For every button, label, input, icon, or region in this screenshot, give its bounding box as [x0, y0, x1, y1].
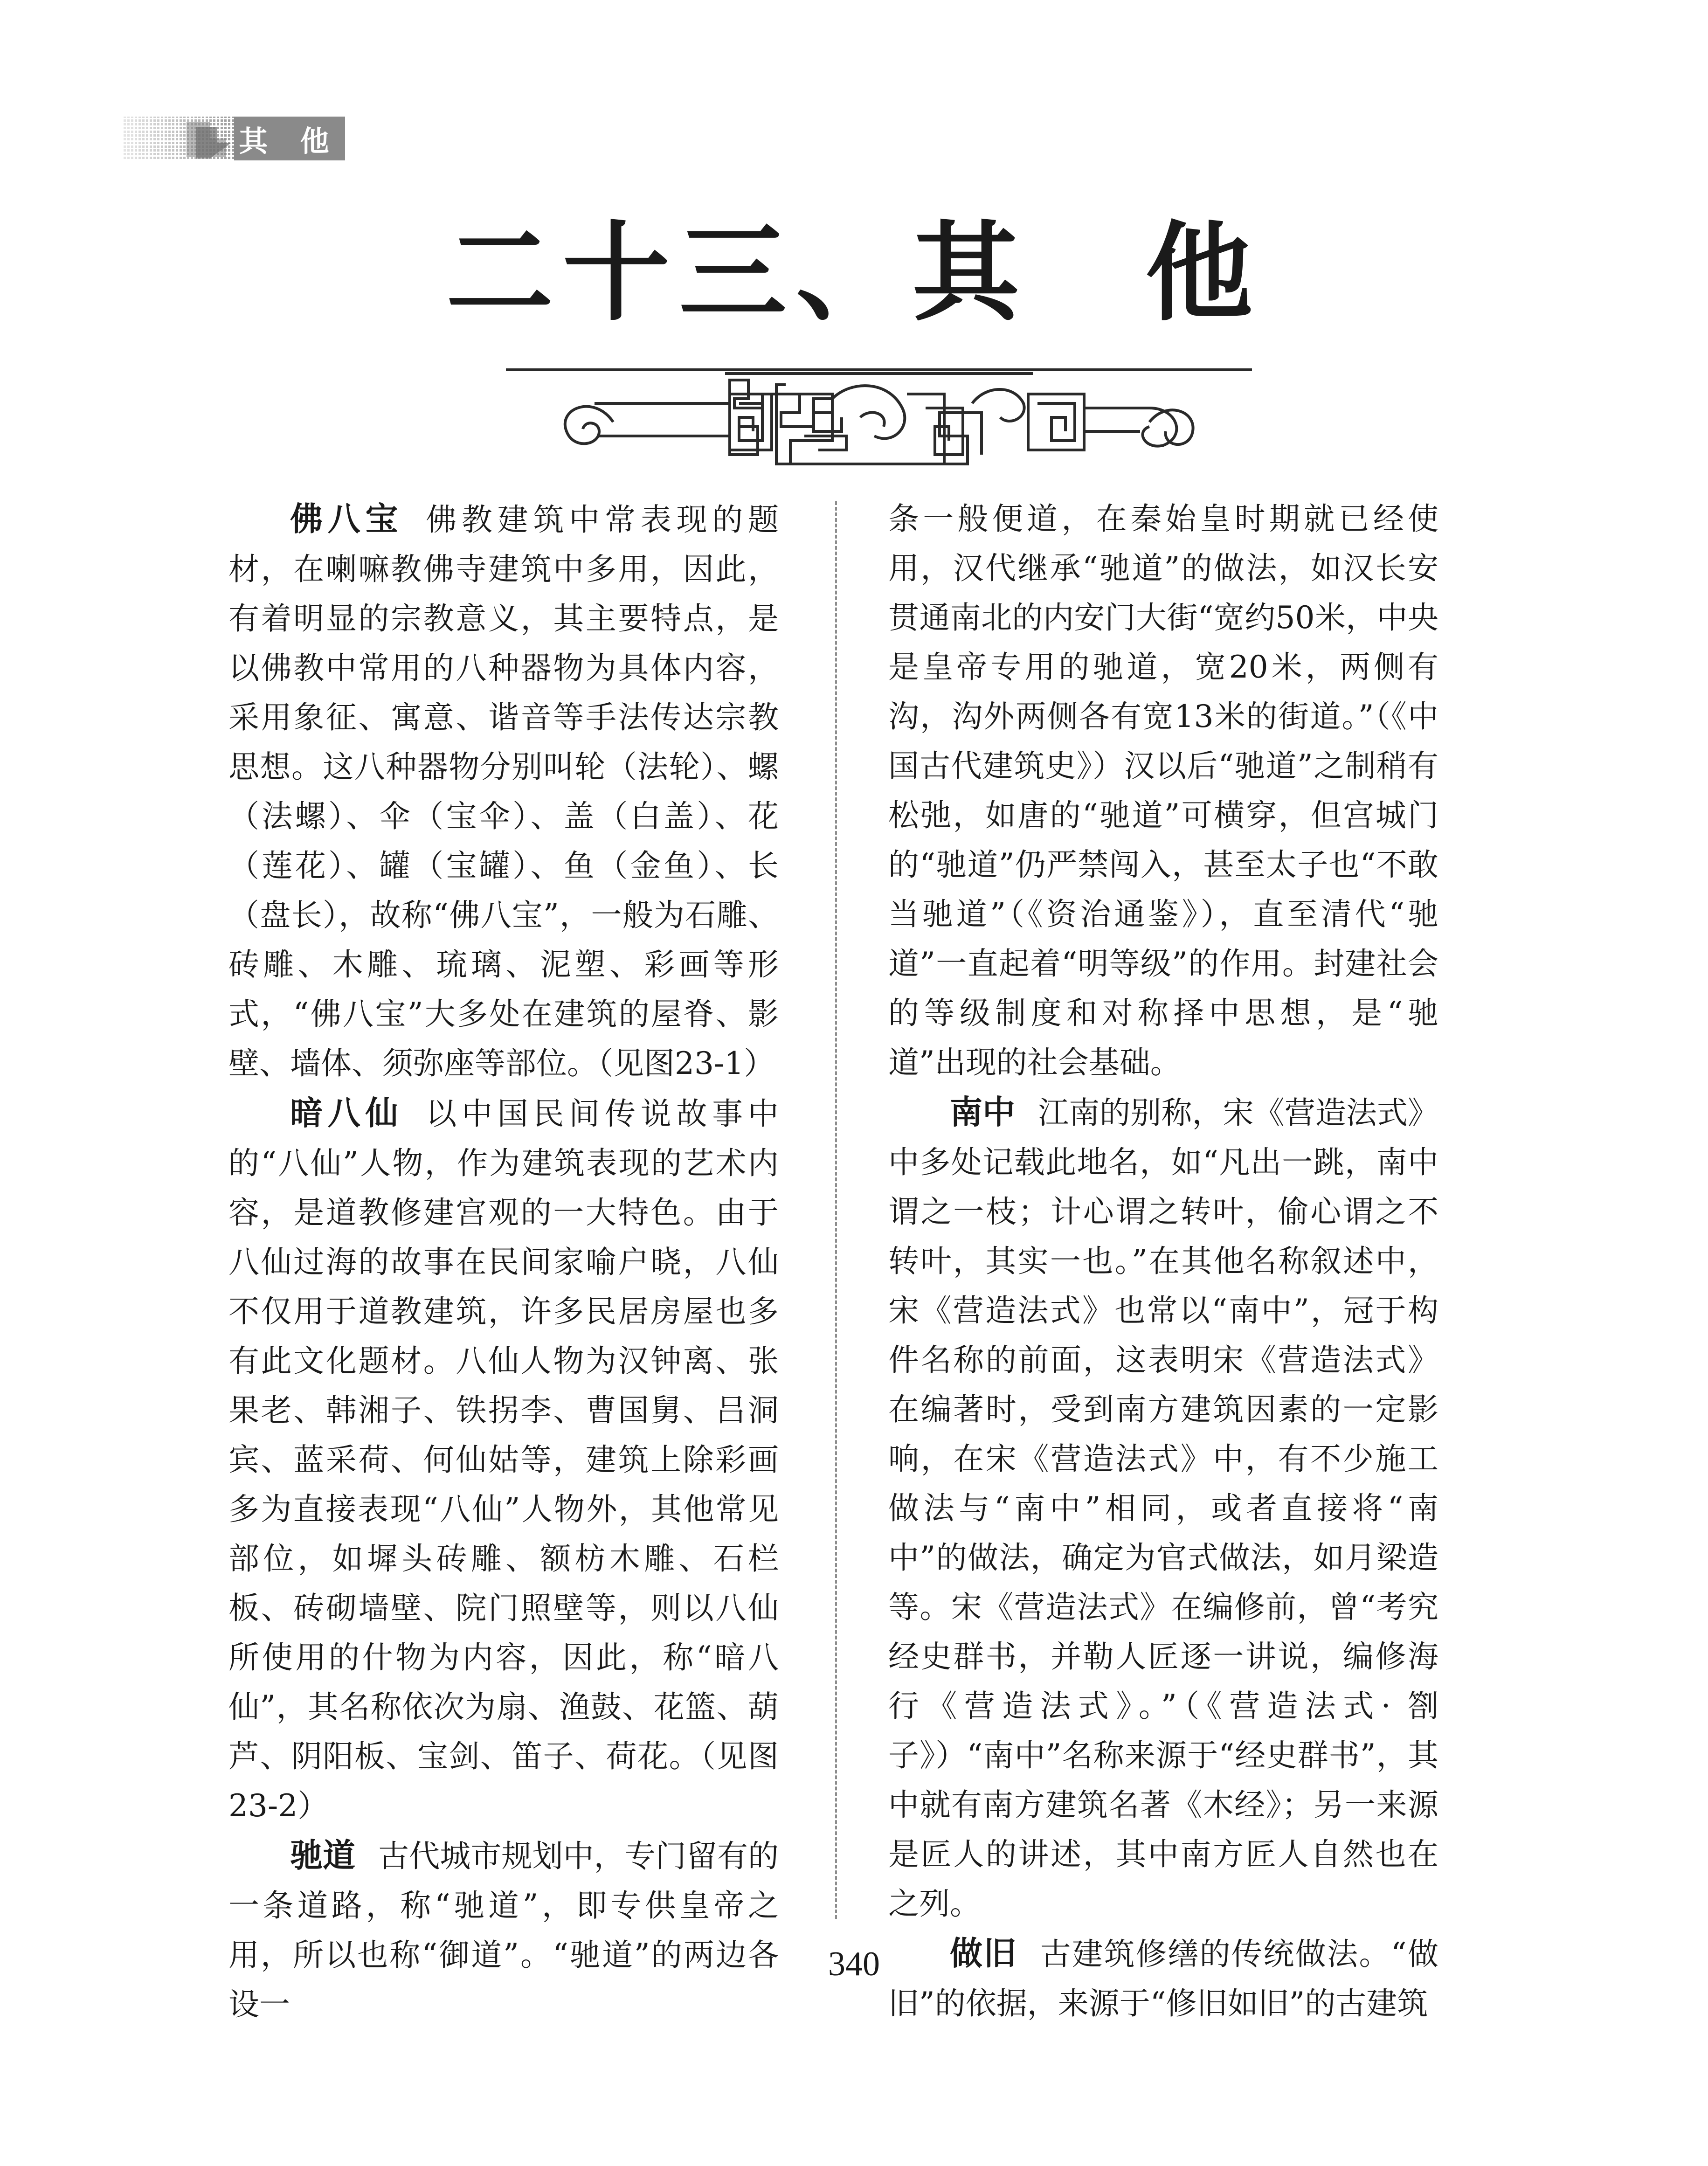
entry-term: 佛八宝: [290, 500, 403, 538]
entry-text: 古建筑修缮的传统做法。“做旧”的依据，来源于“修旧如旧”的古建筑: [888, 1936, 1438, 2021]
entry-text: 以中国民间传说故事中的“八仙”人物，作为建筑表现的艺术内容，是道教修建宫观的一大特色。由于八仙过海的故事在民间家喻户晓，八仙不仅用于道教建筑，许多民居房屋也多有此文化题材。八仙人物为汉钟离、张果老、韩湘子、铁拐李、曹国舅、吕洞宾、蓝采荷、何仙姑等，建筑上除彩画多为直接表现“八仙”人物外，其他常见部位，如墀头砖雕、额枋木雕、石栏板、砖砌墙壁、院门照壁等，则以八仙所使用的什物为内容，因此，称“暗八仙”，其名称依次为扇、渔鼓、花篮、葫芦、阴阳板、宝剑、笛子、荷花。（见图23-2）: [228, 1096, 779, 1824]
header-pixel-pattern: [122, 117, 234, 160]
entry-term: 暗八仙: [290, 1094, 403, 1132]
entry-term: 驰道: [290, 1836, 356, 1875]
chapter-title: 二十三、其 他: [446, 210, 1262, 336]
entry-text: 古代城市规划中，专门留有的一条道路，称“驰道”，即专供皇帝之用，所以也称“御道”。“驰道”的两边各设一: [228, 1838, 779, 2022]
section-label: 其 他: [234, 117, 345, 160]
entry-term: 南中: [950, 1093, 1016, 1131]
entry-text: 江南的别称，宋《营造法式》中多处记载此地名，如“凡出一跳，南中谓之一枝；计心谓之转叶，偷心谓之不转叶，其实一也。”在其他名称叙述中，宋《营造法式》也常以“南中”，冠于构件名称的前面，这表明宋《营造法式》在编著时，受到南方建筑因素的一定影响，在宋《营造法式》中，有不少施工做法与“南中”相同，或者直接将“南中”的做法，确定为官式做法，如月梁造等。宋《营造法式》在编修前，曾“考究经史群书，并勒人匠逐一讲说，编修海行《营造法式》。”（《营造法式· 劄子》）“南中”名称来源于“经史群书”，其中就有南方建筑名著《木经》；另一来源是匠人的讲述，其中南方匠人自然也在之列。: [888, 1095, 1439, 1922]
decorative-ornament: [506, 366, 1252, 478]
entry-anbaxian: [228, 1088, 779, 1831]
entry-fobabao: [228, 494, 779, 1088]
entry-nanzhong: [888, 1087, 1438, 1929]
column-divider: [835, 501, 837, 1919]
entry-chidao-continued: [888, 494, 1438, 1087]
entry-term: 做旧: [950, 1934, 1017, 1972]
entry-text: 佛教建筑中常表现的题材，在喇嘛教佛寺建筑中多用，因此，有着明显的宗教意义，其主要特点，是以佛教中常用的八种器物为具体内容，采用象征、寓意、谐音等手法传达宗教思想。这八种器物分别叫轮（法轮）、螺（法螺）、伞（宝伞）、盖（白盖）、花（莲花）、罐（宝罐）、鱼（金鱼）、长（盘长），故称“佛八宝”，一般为石雕、砖雕、木雕、琉璃、泥塑、彩画等形式，“佛八宝”大多处在建筑的屋脊、影壁、墙体、须弥座等部位。（见图23-1）: [228, 502, 779, 1081]
left-column: [228, 494, 779, 2029]
page-number: 340: [828, 1945, 880, 1983]
entry-chidao: [228, 1831, 779, 2029]
entry-text: 条一般便道，在秦始皇时期就已经使用，汉代继承“驰道”的做法，如汉长安贯通南北的内安门大街“宽约50米，中央是皇帝专用的驰道，宽20米，两侧有沟，沟外两侧各有宽13米的街道。”（《中国古代建筑史》）汉以后“驰道”之制稍有松弛，如唐的“驰道”可横穿，但宫城门的“驰道”仍严禁闯入，甚至太子也“不敢当驰道”（《资治通鉴》），直至清代“驰道”一直起着“明等级”的作用。封建社会的等级制度和对称择中思想，是“驰道”出现的社会基础。: [888, 501, 1438, 1080]
right-column: [888, 494, 1438, 2028]
section-header-tab: [122, 117, 345, 160]
header-arrow-icon: [182, 118, 233, 159]
